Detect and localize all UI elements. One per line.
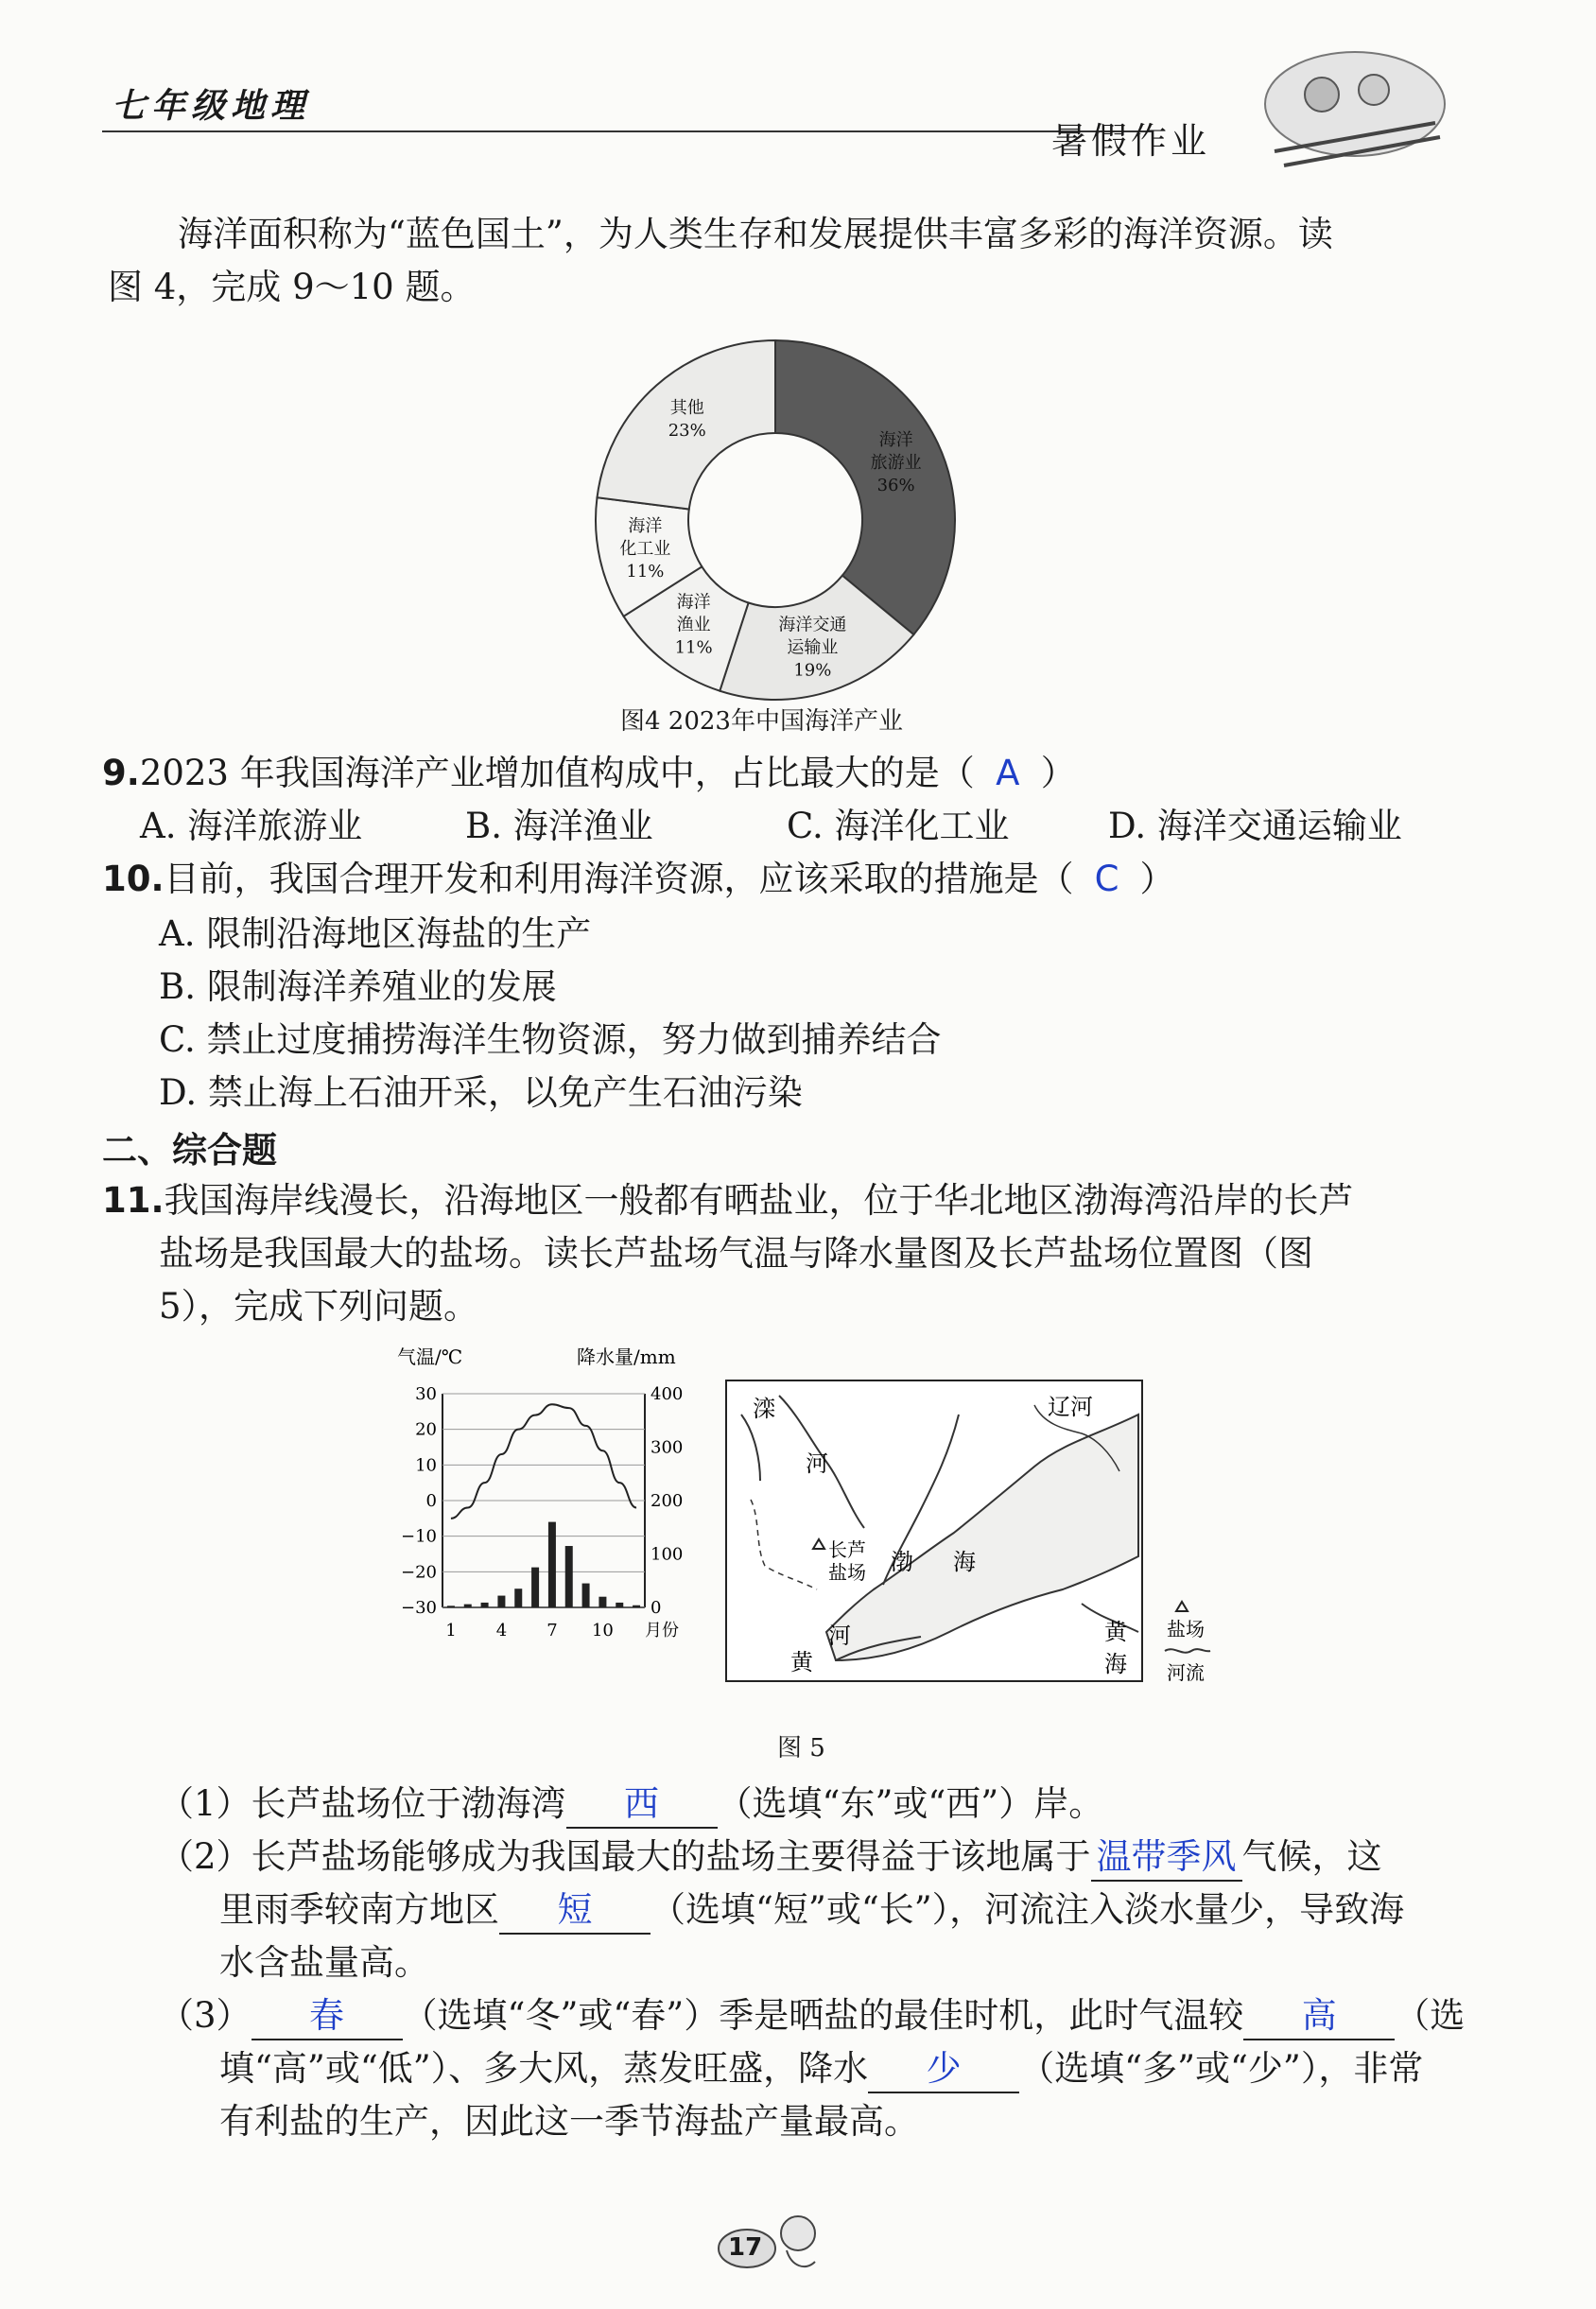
precip-tick-label: 0: [651, 1598, 662, 1618]
donut-slice-label: 渔业: [676, 615, 711, 635]
precip-bar: [481, 1603, 489, 1607]
chart-title: 图4 2023年中国海洋产业: [620, 707, 903, 736]
donut-slice-label: 运输业: [787, 637, 839, 658]
map-label-bo: 渤: [891, 1549, 913, 1575]
sub3-answer-blank-2[interactable]: 高: [1243, 1993, 1395, 2040]
legend-river: 河流: [1167, 1661, 1205, 1684]
donut-slice-label: 11%: [674, 637, 713, 658]
map-label-luan: 滦: [753, 1396, 775, 1422]
map-label-hai-2: 海: [1104, 1651, 1127, 1677]
sub3-line2-post: （选填“多”或“少”），非常: [1019, 2048, 1424, 2089]
question-9-number: 9.: [102, 753, 140, 793]
sub1-answer-blank[interactable]: 西: [566, 1781, 718, 1829]
sub-question-3-line-2: [219, 2042, 1423, 2095]
q10-option-d: D. 禁止海上石油开采，以免产生石油污染: [159, 1072, 803, 1113]
sub2-text-mid: 气候，这: [1241, 1836, 1382, 1877]
month-unit-label: 月份: [645, 1621, 679, 1641]
question-9: [102, 747, 1076, 800]
precip-bar: [514, 1589, 522, 1607]
question-11-line-2: 盐场是我国最大的盐场。读长芦盐场气温与降水量图及长芦盐场位置图（图: [159, 1233, 1313, 1274]
q9-option-b: B. 海洋渔业: [465, 806, 653, 846]
precip-bar: [565, 1546, 573, 1607]
precip-tick-label: 300: [651, 1437, 684, 1458]
header-subject: 七年级地理: [112, 86, 311, 126]
month-tick-label: 7: [546, 1621, 558, 1641]
precip-bar: [582, 1584, 590, 1607]
sub2-line2-post: （选填“短”或“长”），河流注入淡水量少，导致海: [651, 1889, 1405, 1930]
sub3-text-pre: （3）: [159, 1995, 252, 2036]
map-label-huang-2: 黄: [1104, 1619, 1127, 1645]
climate-chart: [378, 1341, 719, 1700]
question-10-number: 10.: [102, 859, 165, 899]
sub-question-2-line-2: [219, 1884, 1404, 1936]
sub-question-3-line-3: 有利盐的生产，因此这一季节海盐产量最高。: [219, 2101, 919, 2142]
donut-slice-label: 19%: [793, 660, 832, 681]
precip-bar: [497, 1596, 505, 1607]
section-heading: 二、综合题: [102, 1130, 277, 1171]
precip-bar: [548, 1522, 556, 1607]
header-divider: [102, 130, 1152, 132]
temp-tick-label: 20: [415, 1419, 437, 1440]
precip-bar: [616, 1603, 623, 1607]
figure-5-caption: 图 5: [777, 1734, 825, 1762]
legend-river-icon: [1165, 1649, 1210, 1653]
temp-curve: [451, 1404, 636, 1519]
question-9-answer[interactable]: A: [996, 753, 1020, 793]
q9-option-c: C. 海洋化工业: [787, 806, 1010, 846]
question-10: [102, 853, 1175, 906]
page-number: 17: [728, 2233, 763, 2262]
question-10-stem: 目前，我国合理开发和利用海洋资源，应该采取的措施是（: [164, 859, 1074, 899]
donut-slice-label: 旅游业: [870, 452, 922, 473]
sub-question-3-line-1: [159, 1989, 1465, 2042]
temp-tick-label: −20: [401, 1562, 437, 1583]
map-label-liaohe: 辽河: [1048, 1394, 1093, 1420]
precip-bar: [598, 1597, 606, 1607]
temp-tick-label: −30: [401, 1598, 437, 1618]
month-tick-label: 1: [445, 1621, 457, 1641]
temp-axis-label: 气温/℃: [397, 1345, 463, 1368]
sub3-text-post: （选: [1395, 1995, 1466, 2036]
map-label-he-1: 河: [806, 1450, 828, 1477]
donut-slice: [775, 340, 955, 634]
sub-question-2-line-3: 水含盐量高。: [219, 1942, 429, 1983]
legend-salt-field: 盐场: [1167, 1618, 1205, 1641]
donut-slice-label: 化工业: [619, 538, 671, 559]
intro-line-1: 海洋面积称为“蓝色国土”，为人类生存和发展提供丰富多彩的海洋资源。读: [178, 214, 1333, 254]
q9-option-a: A. 海洋旅游业: [140, 806, 363, 846]
precip-tick-label: 400: [651, 1384, 684, 1404]
question-9-close: ）: [1040, 753, 1076, 793]
question-9-stem: 2023 年我国海洋产业增加值构成中，占比最大的是（: [139, 753, 975, 793]
sub3-answer-blank-3[interactable]: 少: [868, 2046, 1019, 2093]
map-label-hai-1: 海: [953, 1549, 976, 1575]
donut-slice-label: 海洋: [628, 515, 663, 536]
sub3-text-mid: （选填“冬”或“春”）季是晒盐的最佳时机，此时气温较: [402, 1995, 1244, 2036]
precip-bar: [447, 1606, 455, 1607]
temp-tick-label: 0: [425, 1491, 437, 1511]
question-11-number: 11.: [102, 1180, 165, 1221]
map-label-huang-1: 黄: [790, 1649, 813, 1675]
precip-axis-label: 降水量/mm: [577, 1345, 676, 1368]
donut-chart: [567, 312, 983, 728]
q9-option-d: D. 海洋交通运输业: [1108, 806, 1402, 846]
map-label-he-2: 河: [828, 1623, 851, 1649]
donut-slice-label: 11%: [626, 561, 665, 582]
sub2-text-pre: （2）长芦盐场能够成为我国最大的盐场主要得益于该地属于: [159, 1836, 1091, 1877]
donut-slice-label: 其他: [669, 398, 704, 419]
question-10-close: ）: [1139, 859, 1175, 899]
month-tick-label: 10: [591, 1621, 614, 1641]
sub-question-1: [159, 1778, 1103, 1831]
sub1-text-post: （选填“东”或“西”）岸。: [717, 1783, 1104, 1824]
donut-slice-label: 36%: [876, 475, 915, 495]
precip-tick-label: 100: [651, 1544, 684, 1565]
precip-bar: [464, 1605, 472, 1607]
donut-slice-label: 23%: [668, 421, 706, 442]
temp-tick-label: 30: [415, 1384, 437, 1404]
sub-question-2-line-1: [159, 1831, 1382, 1884]
temp-tick-label: 10: [415, 1455, 437, 1476]
precip-tick-label: 200: [651, 1491, 684, 1511]
map-label-changlu: 长芦: [828, 1538, 866, 1561]
sub2-answer-blank-1[interactable]: 温带季风: [1091, 1834, 1242, 1882]
donut-slice-label: 海洋: [676, 592, 711, 613]
q10-option-a: A. 限制沿海地区海盐的生产: [159, 913, 592, 954]
temp-tick-label: −10: [401, 1526, 437, 1547]
precip-bar: [633, 1606, 640, 1607]
donut-slice-label: 海洋: [878, 429, 913, 450]
sub3-line2-pre: 填“高”或“低”）、多大风，蒸发旺盛，降水: [219, 2048, 869, 2089]
map-label-yanchang: 盐场: [828, 1561, 866, 1584]
sub2-answer-blank-2[interactable]: 短: [499, 1887, 651, 1935]
donut-slice-label: 海洋交通: [778, 615, 847, 635]
sub3-answer-blank-1[interactable]: 春: [252, 1993, 403, 2040]
precip-bar: [531, 1568, 539, 1607]
q10-option-c: C. 禁止过度捕捞海洋生物资源，努力做到捕养结合: [159, 1019, 942, 1060]
header-illustration: [1246, 38, 1464, 180]
question-11-text-1: 我国海岸线漫长，沿海地区一般都有晒盐业，位于华北地区渤海湾沿岸的长芦: [164, 1180, 1354, 1221]
month-tick-label: 4: [495, 1621, 508, 1641]
header-title: 暑假作业: [1051, 120, 1211, 162]
question-11-line-3: 5），完成下列问题。: [159, 1286, 479, 1327]
sub2-line2-pre: 里雨季较南方地区: [219, 1889, 499, 1930]
location-map: [722, 1377, 1214, 1698]
sub1-text-pre: （1）长芦盐场位于渤海湾: [159, 1783, 566, 1824]
intro-line-2: 图 4，完成 9～10 题。: [108, 267, 476, 307]
question-11-line-1: [102, 1174, 1354, 1227]
question-10-answer[interactable]: C: [1094, 859, 1119, 899]
legend-salt-field-icon: [1176, 1602, 1188, 1611]
q10-option-b: B. 限制海洋养殖业的发展: [159, 966, 557, 1007]
